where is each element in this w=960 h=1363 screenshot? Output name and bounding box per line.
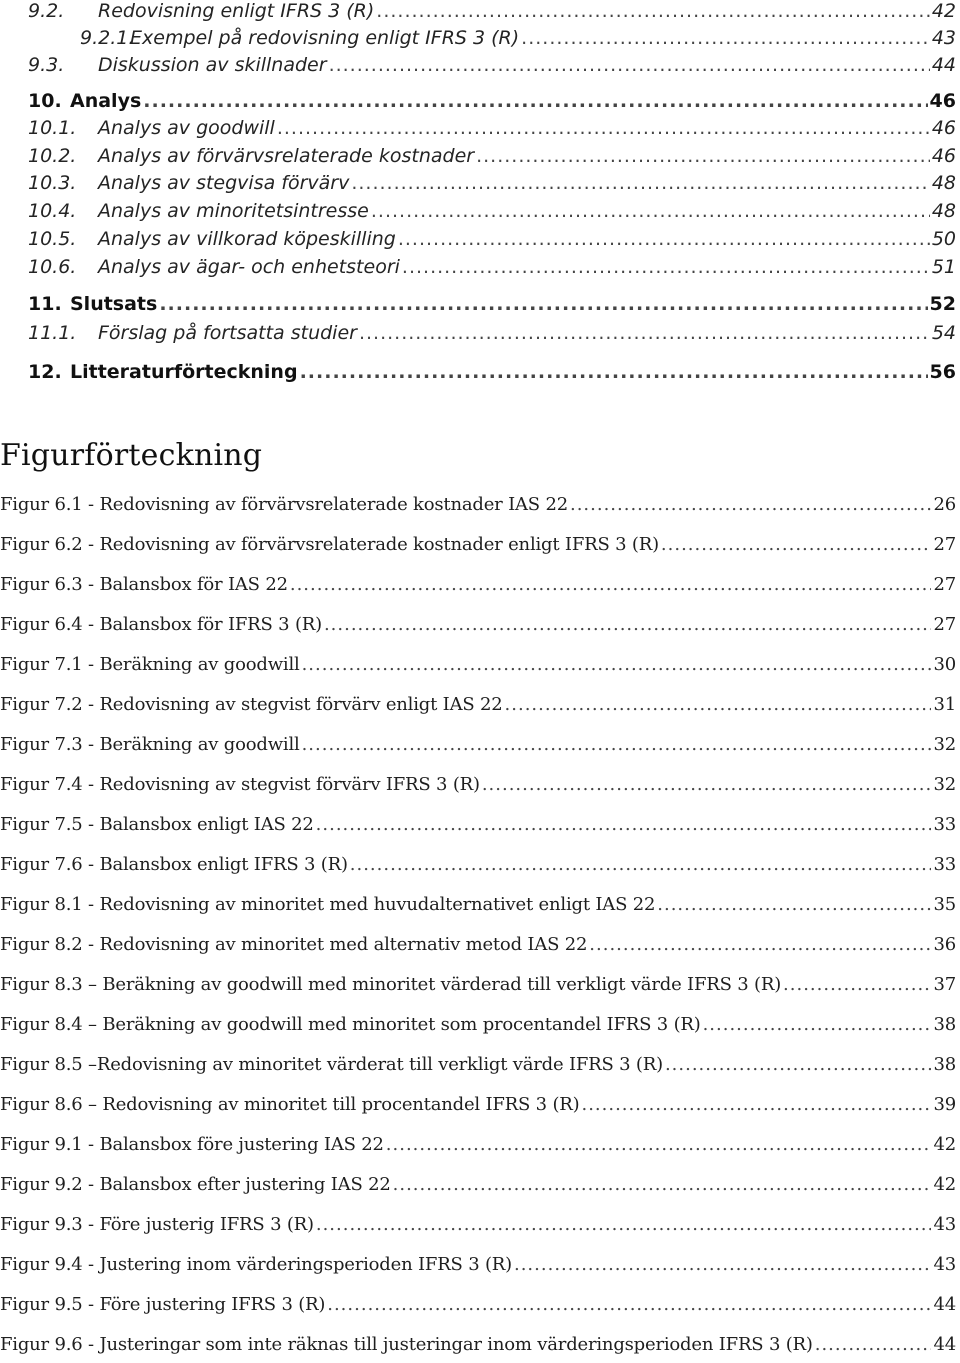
figure-entry-title: Figur 6.4 - Balansbox för IFRS 3 (R)	[0, 614, 322, 635]
toc-entry[interactable]	[0, 0, 960, 28]
dot-leader	[351, 172, 929, 194]
dot-leader	[302, 734, 932, 755]
figure-entry-title: Figur 8.2 - Redovisning av minoritet med alternativ metod IAS 22	[0, 934, 588, 955]
dot-leader	[514, 1254, 932, 1275]
toc-entry-page: 43	[931, 27, 956, 49]
toc-entry-title: Analys av minoritetsintresse	[98, 200, 369, 222]
toc-entry-page: 51	[931, 256, 956, 278]
dot-leader	[350, 854, 932, 875]
toc-entry[interactable]	[0, 90, 960, 118]
figure-entry-page: 36	[933, 934, 956, 955]
toc-entry-page: 50	[931, 228, 956, 250]
figure-entry-title: Figur 7.4 - Redovisning av stegvist förvärv IFRS 3 (R)	[0, 774, 480, 795]
dot-leader	[371, 200, 930, 222]
figure-entry-title: Figur 9.2 - Balansbox efter justering IAS 22	[0, 1174, 391, 1195]
dot-leader	[324, 614, 932, 635]
dot-leader	[661, 534, 932, 555]
dot-leader	[302, 654, 932, 675]
figure-entry-title: Figur 9.3 - Före justerig IFRS 3 (R)	[0, 1214, 314, 1235]
figure-entry[interactable]	[0, 534, 960, 562]
dot-leader	[398, 228, 930, 250]
toc-entry-title: Analys av goodwill	[98, 117, 275, 139]
figure-entry-title: Figur 6.3 - Balansbox för IAS 22	[0, 574, 288, 595]
dot-leader	[393, 1174, 932, 1195]
toc-entry[interactable]	[0, 361, 960, 389]
figure-entry[interactable]	[0, 734, 960, 762]
figure-entry-title: Figur 8.3 – Beräkning av goodwill med minoritet värderad till verkligt värde IFRS 3 (R)	[0, 974, 782, 995]
figure-entry-page: 32	[933, 734, 956, 755]
dot-leader	[386, 1134, 932, 1155]
figure-entry[interactable]	[0, 1214, 960, 1242]
figure-entry-title: Figur 8.6 – Redovisning av minoritet till procentandel IFRS 3 (R)	[0, 1094, 580, 1115]
dot-leader	[300, 361, 928, 383]
figure-entry-page: 31	[933, 694, 956, 715]
toc-entry-page: 54	[931, 322, 956, 344]
figure-entry[interactable]	[0, 1094, 960, 1122]
figure-entry-page: 38	[933, 1014, 956, 1035]
toc-entry-title: Exempel på redovisning enligt IFRS 3 (R)	[130, 27, 520, 49]
toc-entry-page: 48	[931, 172, 956, 194]
dot-leader	[703, 1014, 932, 1035]
toc-entry-title: Analys av förvärvsrelaterade kostnader	[98, 145, 475, 167]
toc-entry-page: 48	[931, 200, 956, 222]
figure-entry[interactable]	[0, 934, 960, 962]
figure-entry[interactable]	[0, 974, 960, 1002]
toc-entry-number: 11.1.	[28, 322, 77, 344]
figure-entry-page: 33	[933, 814, 956, 835]
toc-entry[interactable]	[0, 145, 960, 173]
toc-entry-title: Diskussion av skillnader	[98, 54, 327, 76]
toc-entry-number: 9.3.	[28, 54, 65, 76]
dot-leader	[815, 1334, 932, 1355]
dot-leader	[657, 894, 931, 915]
figure-entry-page: 39	[933, 1094, 956, 1115]
figure-entry-title: Figur 9.1 - Balansbox före justering IAS 22	[0, 1134, 384, 1155]
figure-entry[interactable]	[0, 854, 960, 882]
figure-entry-page: 42	[933, 1134, 956, 1155]
toc-entry-page: 46	[931, 145, 956, 167]
dot-leader	[143, 90, 927, 112]
figure-entry[interactable]	[0, 774, 960, 802]
toc-entry[interactable]	[0, 117, 960, 145]
dot-leader	[290, 574, 932, 595]
figures-heading: Figurförteckning	[0, 438, 263, 473]
figure-entry[interactable]	[0, 574, 960, 602]
figure-entry-title: Figur 8.1 - Redovisning av minoritet med huvudalternativet enligt IAS 22	[0, 894, 656, 915]
figure-entry-title: Figur 7.3 - Beräkning av goodwill	[0, 734, 300, 755]
figure-entry-page: 44	[933, 1294, 956, 1315]
toc-entry[interactable]	[0, 172, 960, 200]
toc-entry-title: Analys av stegvisa förvärv	[98, 172, 350, 194]
dot-leader	[359, 322, 930, 344]
dot-leader	[581, 1094, 931, 1115]
toc-entry[interactable]	[0, 228, 960, 256]
toc-entry-title: Analys	[70, 90, 142, 112]
figure-entry[interactable]	[0, 694, 960, 722]
dot-leader	[327, 1294, 931, 1315]
figure-entry-title: Figur 7.6 - Balansbox enligt IFRS 3 (R)	[0, 854, 348, 875]
dot-leader	[589, 934, 931, 955]
toc-entry-page: 46	[931, 117, 956, 139]
figure-entry-page: 27	[933, 534, 956, 555]
figure-entry[interactable]	[0, 1014, 960, 1042]
figure-entry-title: Figur 8.4 – Beräkning av goodwill med minoritet som procentandel IFRS 3 (R)	[0, 1014, 701, 1035]
figure-entry[interactable]	[0, 1174, 960, 1202]
toc-entry-title: Slutsats	[70, 293, 158, 315]
figure-entry-page: 26	[933, 494, 956, 515]
figure-entry[interactable]	[0, 1254, 960, 1282]
figure-entry[interactable]	[0, 494, 960, 522]
toc-entry-number: 9.2.1.	[80, 27, 135, 49]
dot-leader	[476, 145, 930, 167]
toc-entry[interactable]	[0, 27, 960, 55]
dot-leader	[521, 27, 930, 49]
figure-entry-page: 44	[933, 1334, 956, 1355]
figure-entry-page: 32	[933, 774, 956, 795]
dot-leader	[482, 774, 932, 795]
figure-entry-page: 35	[933, 894, 956, 915]
toc-entry[interactable]	[0, 200, 960, 228]
toc-entry-page: 42	[931, 0, 956, 22]
dot-leader	[570, 494, 932, 515]
toc-entry-title: Redovisning enligt IFRS 3 (R)	[98, 0, 375, 22]
toc-entry[interactable]	[0, 54, 960, 82]
toc-entry[interactable]	[0, 322, 960, 350]
toc-entry-number: 12.	[28, 361, 62, 383]
toc-entry-number: 10.5.	[28, 228, 77, 250]
dot-leader	[376, 0, 930, 22]
figure-entry-page: 38	[933, 1054, 956, 1075]
figure-entry-page: 33	[933, 854, 956, 875]
dot-leader	[665, 1054, 932, 1075]
dot-leader	[402, 256, 930, 278]
toc-entry[interactable]	[0, 293, 960, 321]
dot-leader	[316, 1214, 932, 1235]
dot-leader	[159, 293, 927, 315]
toc-entry-number: 11.	[28, 293, 62, 315]
dot-leader	[277, 117, 930, 139]
figure-entry-title: Figur 7.1 - Beräkning av goodwill	[0, 654, 300, 675]
figure-entry[interactable]	[0, 894, 960, 922]
figure-entry-title: Figur 6.2 - Redovisning av förvärvsrelaterade kostnader enligt IFRS 3 (R)	[0, 534, 659, 555]
dot-leader	[505, 694, 932, 715]
toc-entry-number: 10.6.	[28, 256, 77, 278]
figure-entry[interactable]	[0, 654, 960, 682]
dot-leader	[329, 54, 930, 76]
figure-entry-page: 42	[933, 1174, 956, 1195]
toc-entry-number: 10.2.	[28, 145, 77, 167]
toc-entry-title: Förslag på fortsatta studier	[98, 322, 357, 344]
figure-entry-page: 27	[933, 574, 956, 595]
figure-entry-title: Figur 7.5 - Balansbox enligt IAS 22	[0, 814, 314, 835]
figure-entry[interactable]	[0, 814, 960, 842]
figure-entry[interactable]	[0, 1054, 960, 1082]
toc-entry[interactable]	[0, 256, 960, 284]
figure-entry-page: 27	[933, 614, 956, 635]
toc-entry-number: 10.3.	[28, 172, 77, 194]
toc-entry-page: 56	[929, 361, 956, 383]
figure-entry-page: 43	[933, 1254, 956, 1275]
figure-entry-title: Figur 9.5 - Före justering IFRS 3 (R)	[0, 1294, 326, 1315]
dot-leader	[783, 974, 931, 995]
toc-entry-number: 10.	[28, 90, 62, 112]
figure-entry[interactable]	[0, 1334, 960, 1362]
figure-entry[interactable]	[0, 1134, 960, 1162]
toc-entry-page: 46	[929, 90, 956, 112]
figure-entry-title: Figur 6.1 - Redovisning av förvärvsrelaterade kostnader IAS 22	[0, 494, 568, 515]
dot-leader	[316, 814, 932, 835]
figure-entry[interactable]	[0, 614, 960, 642]
toc-entry-title: Litteraturförteckning	[70, 361, 298, 383]
figure-entry-page: 30	[933, 654, 956, 675]
toc-entry-page: 44	[931, 54, 956, 76]
figure-entry-title: Figur 9.6 - Justeringar som inte räknas till justeringar inom värderingsperioden IFRS 3 (R)	[0, 1334, 813, 1355]
toc-entry-number: 10.1.	[28, 117, 77, 139]
toc-entry-number: 10.4.	[28, 200, 77, 222]
toc-entry-number: 9.2.	[28, 0, 65, 22]
figure-entry-page: 37	[933, 974, 956, 995]
figure-entry-title: Figur 8.5 –Redovisning av minoritet värderat till verkligt värde IFRS 3 (R)	[0, 1054, 663, 1075]
toc-entry-page: 52	[929, 293, 956, 315]
toc-entry-title: Analys av ägar- och enhetsteori	[98, 256, 400, 278]
figure-entry[interactable]	[0, 1294, 960, 1322]
figure-entry-title: Figur 7.2 - Redovisning av stegvist förvärv enligt IAS 22	[0, 694, 503, 715]
figure-entry-title: Figur 9.4 - Justering inom värderingsperioden IFRS 3 (R)	[0, 1254, 512, 1275]
toc-entry-title: Analys av villkorad köpeskilling	[98, 228, 396, 250]
figure-entry-page: 43	[933, 1214, 956, 1235]
